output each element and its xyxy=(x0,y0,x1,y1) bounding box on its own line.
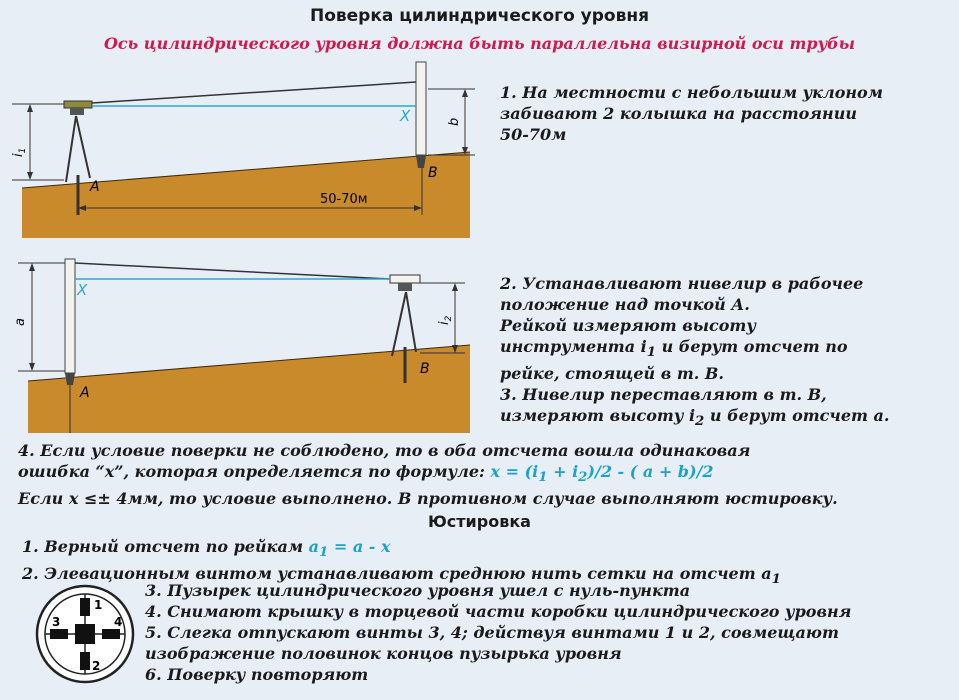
step-2-3-text xyxy=(500,273,955,432)
label-x-1: X xyxy=(400,107,411,125)
step-3-line-1: 3. Нивелир переставляют в т. В, xyxy=(500,385,827,405)
label-i2: $i_2$ xyxy=(437,315,454,325)
label-distance: 50-70м xyxy=(320,192,368,207)
step-3-line-2: измеряют высоту $i_2$ и берут отсчет а. xyxy=(500,406,890,430)
label-point-b-1: B xyxy=(428,165,438,181)
label-a-dim: a xyxy=(13,318,28,326)
adjustment-line-3: 3. Пузырек цилиндрического уровня ушел с нуль-пункта xyxy=(145,581,691,600)
screw-1 xyxy=(80,598,90,616)
page-title: Поверка цилиндрического уровня xyxy=(309,6,650,26)
screw-2 xyxy=(80,652,90,670)
step-1-line-1: 1. На местности с небольшим уклоном xyxy=(500,83,883,102)
reticle-screws-diagram xyxy=(30,582,140,687)
step-2-line-4: инструмента $i_1$ и берут отсчет по xyxy=(500,337,848,361)
level-base-1 xyxy=(70,108,84,115)
label-i1: $i_1$ xyxy=(11,147,28,157)
step-4-line-1: 4. Если условие поверки не соблюдено, то в оба отсчета вошла одинаковая xyxy=(18,441,751,460)
level-instrument-2 xyxy=(390,275,420,283)
adjustment-line-1: 1. Верный отсчет по рейкам $a_1 = a - x$ xyxy=(22,537,391,561)
screw-3 xyxy=(50,629,68,639)
step-2-line-3: Рейкой измеряют высоту xyxy=(500,316,756,335)
label-b-dim: b xyxy=(447,117,462,126)
label-x-2: X xyxy=(77,281,88,299)
sight-line-inclined-1 xyxy=(92,82,416,103)
staff-rod-a xyxy=(65,259,75,373)
screw-label-4: 4 xyxy=(114,615,123,629)
step-1-line-3: 50-70м xyxy=(500,125,567,144)
adjustment-lines-3-6 xyxy=(145,580,955,685)
step-1-text xyxy=(500,82,950,145)
step-4-line-3: Если х ≤± 4мм, то условие выполнено. В противном случае выполняют юстировку. xyxy=(18,489,838,509)
label-point-a-1: A xyxy=(90,179,100,195)
step-2-line-2: положение над точкой А. xyxy=(500,295,750,314)
adjustment-line-7: 6. Поверку повторяют xyxy=(145,665,369,684)
step-4-text xyxy=(18,440,953,509)
label-point-a-2: A xyxy=(80,385,90,401)
adjustment-line-4: 4. Снимают крышку в торцевой части коробки цилиндрического уровня xyxy=(145,602,852,621)
screw-label-3: 3 xyxy=(52,615,61,629)
step-4-line-2: ошибка “х”, которая определяется по формуле: $х = (i_1 + i_2)/2$ - ( a + b)/2 xyxy=(18,462,714,486)
screw-label-1: 1 xyxy=(94,598,103,612)
adjustment-line-5: 5. Слегка отпускают винты 3, 4; действуя винтами 1 и 2, совмещают xyxy=(145,623,839,642)
step-1-line-2: забивают 2 колышка на расстоянии xyxy=(500,104,857,123)
tripod-leg-left xyxy=(66,116,76,182)
staff-rod-b xyxy=(416,62,426,155)
adjustment-line-2: 2. Элевационным винтом устанавливают среднюю нить сетки на отсчет $a_1$ xyxy=(22,564,781,588)
formula-x: $х = (i_1 + i_2)/2$ - ( a + b)/2 xyxy=(490,462,714,486)
figure-2-diagram xyxy=(0,255,480,440)
tripod-leg-right xyxy=(76,116,90,178)
level-instrument-1 xyxy=(64,101,92,108)
sight-line-inclined-2 xyxy=(75,263,390,279)
page-subtitle: Ось цилиндрического уровня должна быть параллельна визирной оси трубы xyxy=(103,34,855,53)
label-point-b-2: B xyxy=(420,361,430,377)
screw-4 xyxy=(102,629,120,639)
reticle-center xyxy=(75,624,95,644)
step-2-line-5: рейке, стоящей в т. В. xyxy=(500,364,724,384)
screw-label-2: 2 xyxy=(92,659,101,673)
step-2-line-1: 2. Устанавливают нивелир в рабочее xyxy=(500,274,864,293)
adjustment-line-6: изображение половинок концов пузырька уровня xyxy=(145,644,622,663)
ground-slope-1 xyxy=(22,152,470,238)
figure-1-diagram xyxy=(0,60,480,245)
adjustment-title: Юстировка xyxy=(428,512,531,531)
